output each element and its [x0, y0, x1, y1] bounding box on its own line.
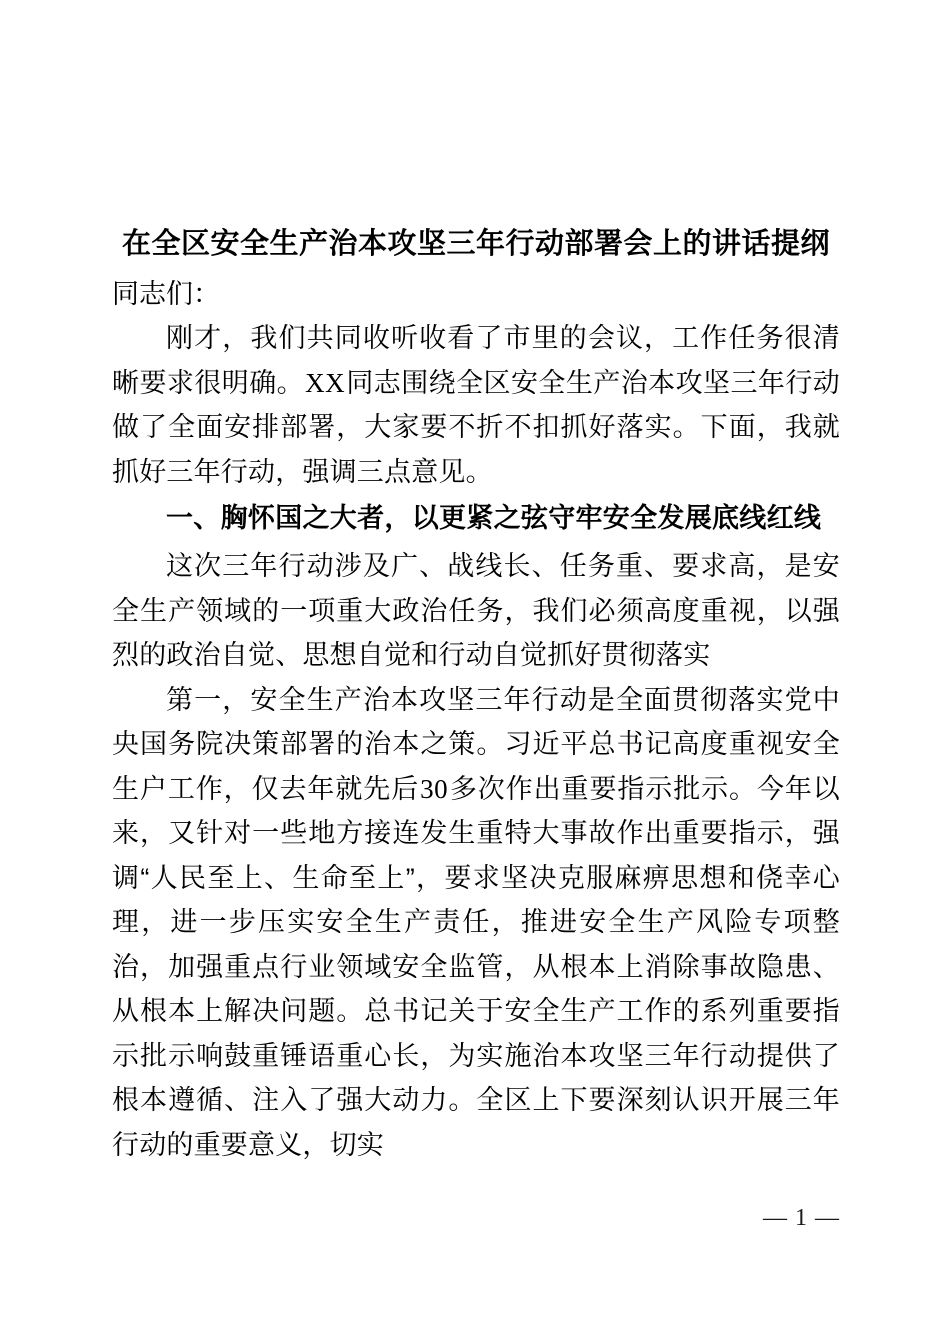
paragraph-section-intro: 这次三年行动涉及广、战线长、任务重、要求高，是安全生产领域的一项重大政治任务，我们必须高度重视，以强烈的政治自觉、思想自觉和行动自觉抓好贯彻落实: [112, 551, 840, 670]
paragraph-point-one-text-b: 多次作出重要指示批示。今年以来，又针对一些地方接连发生重特大事故作出重要指示，强调“人民至上、生命至上”，要求坚决克服麻痹思想和侥幸心理，进一步压实安全生产责任，推进安全生产风险专项整治，加强重点行业领域安全监管，从根本上消除事故隐患、从根本上解决问题。总书记关于安全生产工作的系列重要指示批示响鼓重锤语重心长，为实施治本攻坚三年行动提供了根本遵循、注入了强大动力。全区上下要深刻认识开展三年行动的重要意义，切实: [112, 773, 840, 1160]
paragraph-point-one-text-a: 第一，安全生产治本攻坚三年行动是全面贯彻落实党中央国务院决策部署的治本之策。习近平总书记高度重视安全生户工作，仅去年就先后: [112, 684, 840, 804]
document-content: [112, 222, 840, 1167]
section-heading-one: 一、胸怀国之大者，以更紧之弦守牢安全发展底线红线: [166, 503, 822, 534]
salutation-line: 同志们：: [112, 279, 220, 309]
instruction-count-number: 30: [420, 773, 449, 804]
paragraph-opening: [112, 316, 840, 494]
paragraph-opening-text-a: 刚才，我们共同收听收看了市里的会议，工作任务很清晰要求很明确。: [112, 323, 840, 398]
redacted-name-placeholder: XX: [305, 367, 346, 398]
paragraph-opening-text-b: 同志围绕全区安全生产治本攻坚三年行动做了全面安排部署，大家要不折不扣抓好落实。下面，我就抓好三年行动，强调三点意见。: [112, 367, 840, 487]
paragraph-point-one: [112, 678, 840, 1168]
page-title: 在全区安全生产治本攻坚三年行动部署会上的讲话提纲: [121, 228, 830, 260]
page-number-footer: — 1 —: [763, 1205, 840, 1231]
